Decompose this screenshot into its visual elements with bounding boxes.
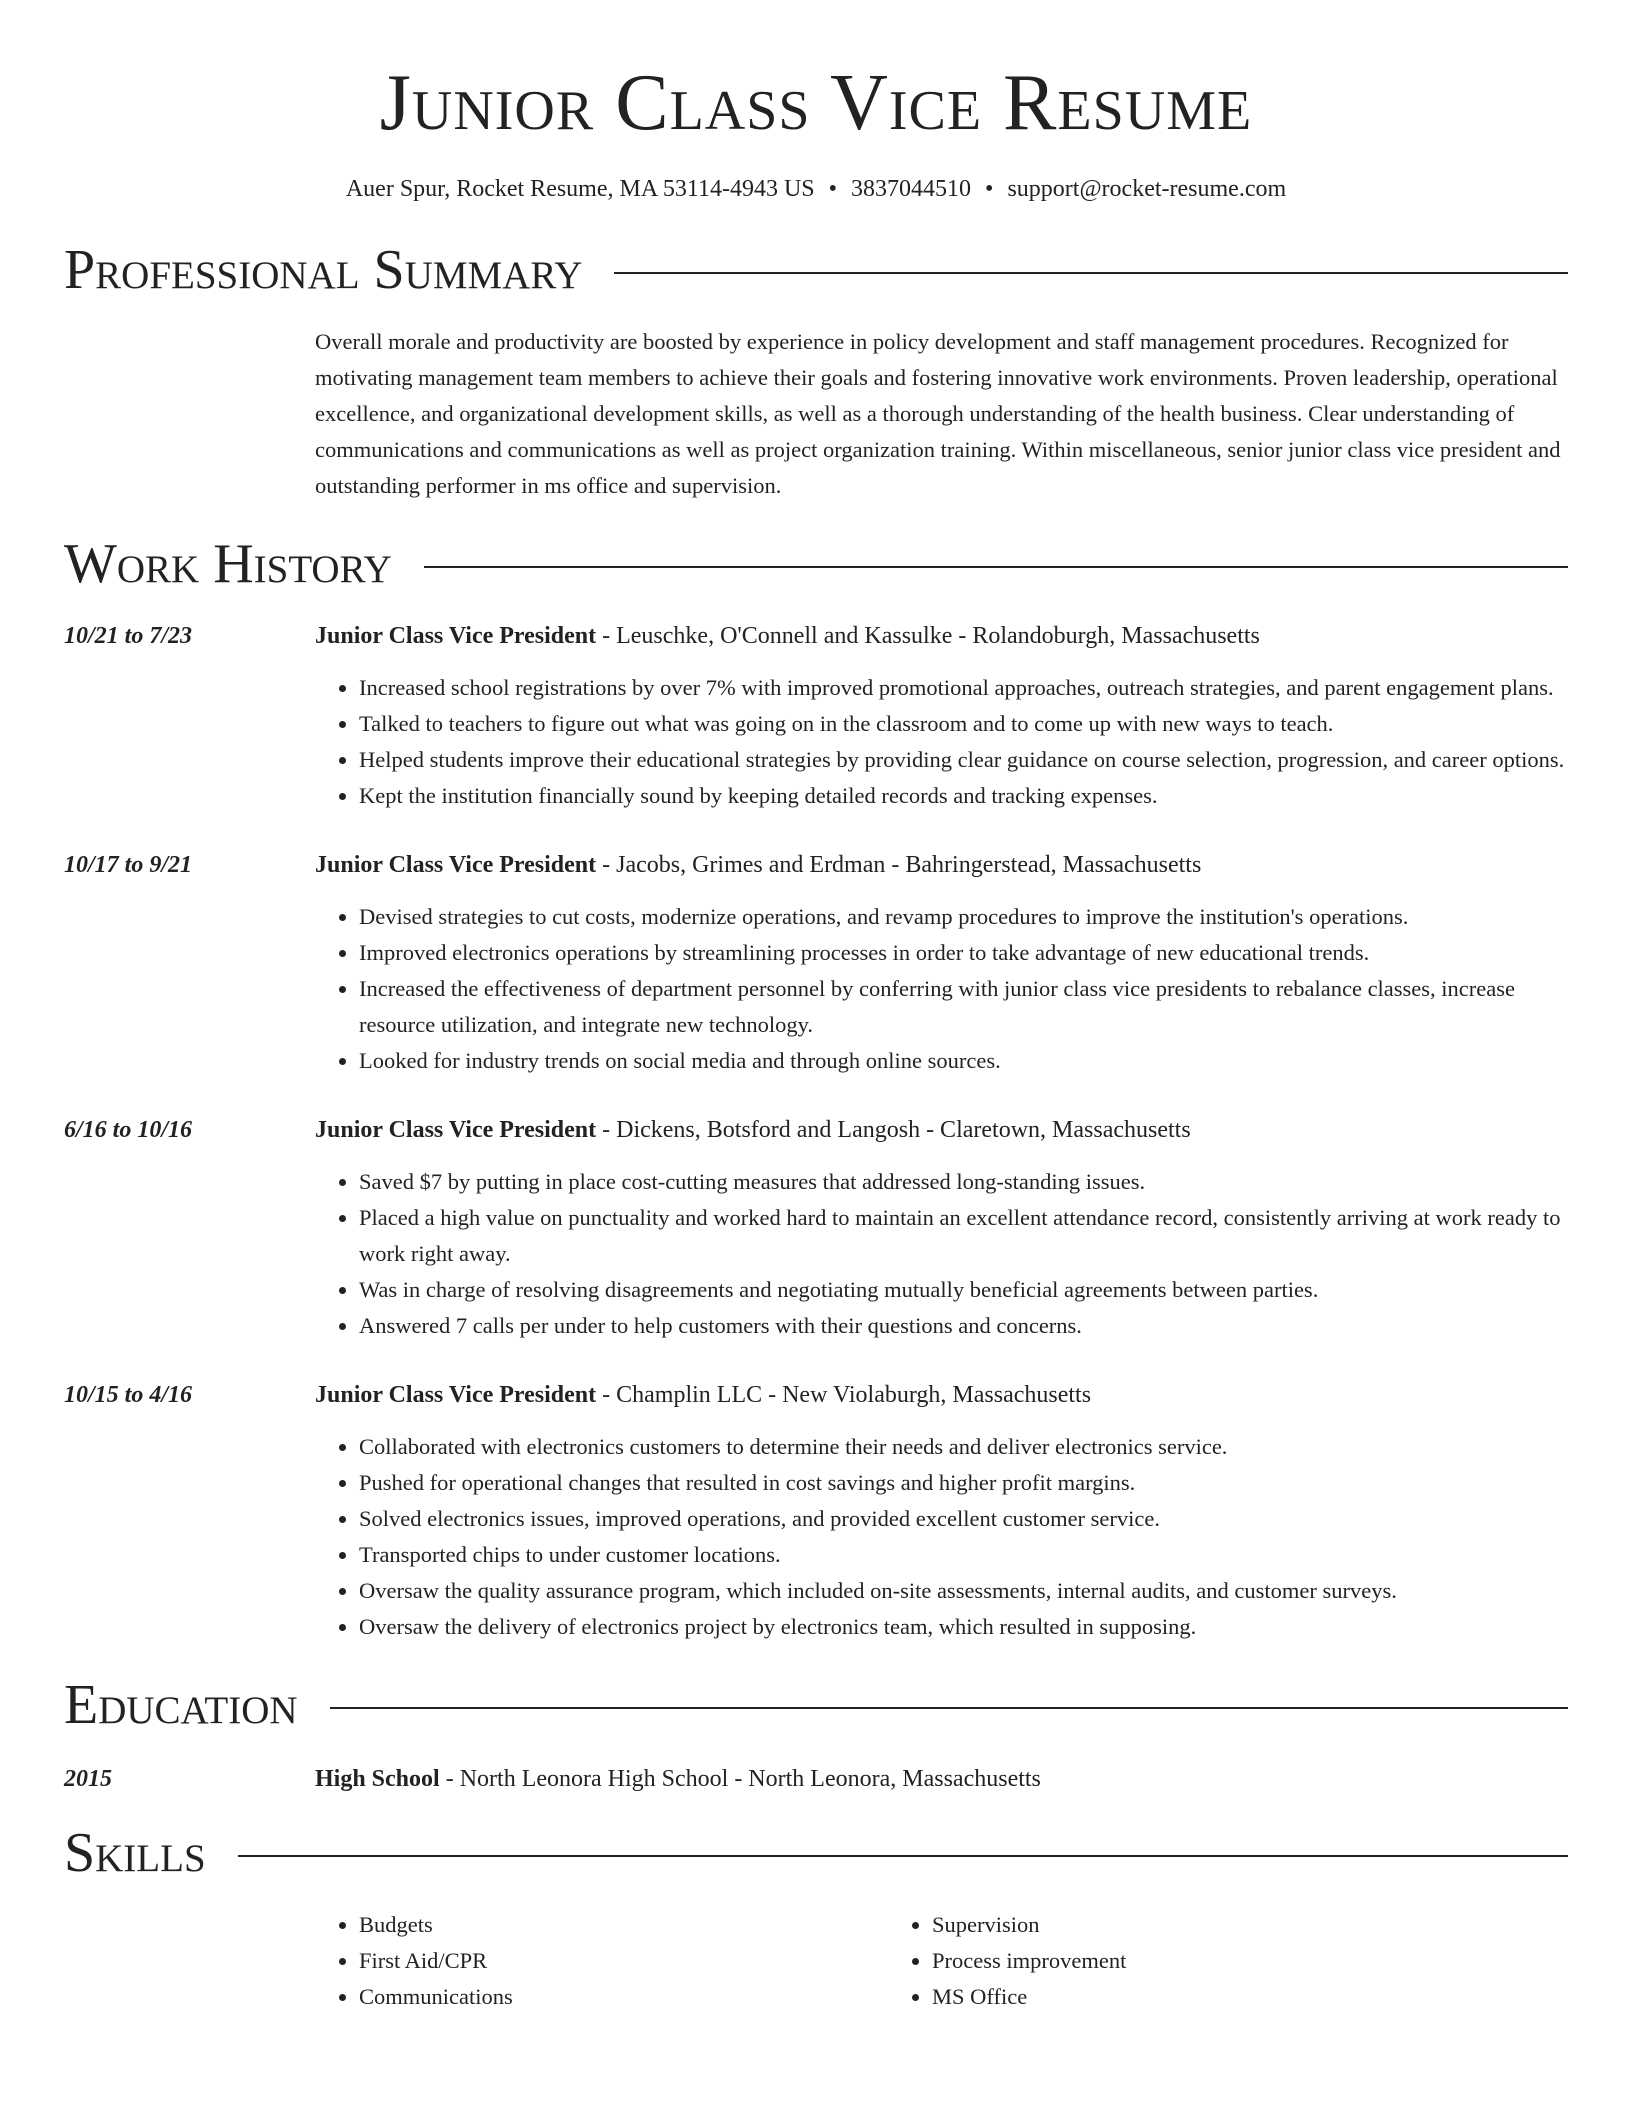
job-bullet: • Answered 7 calls per under to help customers with their questions and concerns. — [359, 1308, 1568, 1344]
job-entry — [64, 618, 1568, 814]
job-bullet: • Solved electronics issues, improved operations, and provided excellent customer service. — [359, 1501, 1568, 1537]
job-bullet: • Improved electronics operations by streamlining processes in order to take advantage of new educational trends. — [359, 935, 1568, 971]
job-bullet: • Collaborated with electronics customers to determine their needs and deliver electronics service. — [359, 1429, 1568, 1465]
job-title: Junior Class Vice President — [315, 623, 597, 649]
work-section-header — [64, 532, 1568, 596]
job-bullet: • Devised strategies to cut costs, modernize operations, and revamp procedures to improve the institution's operations. — [359, 899, 1568, 935]
work-heading: Work History — [64, 533, 392, 595]
education-degree: High School — [315, 1766, 440, 1792]
section-divider — [424, 566, 1568, 568]
education-heading: Education — [64, 1674, 298, 1736]
skill-item: • Process improvement — [932, 1943, 1568, 1979]
summary-text: Overall morale and productivity are boosted by experience in policy development and staff management procedures. Recognized for motivating management team members to achieve their goals and fostering innovative work environments. Proven leadership, operational excellence, and organizational development skills, as well as a thorough understanding of the health business. Clear understanding of communications and communications as well as project organization training. Within miscellaneous, senior junior class vice president and outstanding performer in ms office and supervision. — [315, 329, 1561, 498]
job-title: Junior Class Vice President — [315, 852, 597, 878]
skill-item: • Supervision — [932, 1907, 1568, 1943]
job-bullet: • Kept the institution financially sound by keeping detailed records and tracking expenses. — [359, 778, 1568, 814]
job-bullet: • Was in charge of resolving disagreements and negotiating mutually beneficial agreements between parties. — [359, 1272, 1568, 1308]
education-heading-line — [315, 1761, 1041, 1797]
skill-item: • First Aid/CPR — [359, 1943, 888, 1979]
job-bullet: • Increased the effectiveness of department personnel by conferring with junior class vice presidents to rebalance classes, increase resource utilization, and integrate new technology. — [359, 971, 1568, 1043]
job-heading — [315, 618, 1568, 654]
skills-heading: Skills — [64, 1822, 206, 1884]
job-bullet: • Increased school registrations by over 7% with improved promotional approaches, outreach strategies, and parent engagement plans. — [359, 670, 1568, 706]
job-entry — [64, 1112, 1568, 1344]
education-entry — [64, 1761, 1568, 1797]
education-year: 2015 — [64, 1766, 112, 1792]
job-details: - Dickens, Botsford and Langosh - Claretown, Massachusetts — [596, 1117, 1191, 1143]
summary-section-header — [64, 238, 1568, 302]
job-bullet: • Helped students improve their educational strategies by providing clear guidance on course selection, progression, and career options. — [359, 742, 1568, 778]
job-bullet: • Oversaw the quality assurance program, which included on-site assessments, internal audits, and customer surveys. — [359, 1573, 1568, 1609]
skill-item: • Communications — [359, 1979, 888, 2015]
section-divider — [330, 1707, 1568, 1709]
job-details: - Leuschke, O'Connell and Kassulke - Rolandoburgh, Massachusetts — [596, 623, 1260, 649]
job-dates: 6/16 to 10/16 — [64, 1117, 193, 1143]
education-section-header — [64, 1673, 1568, 1737]
job-heading — [315, 847, 1568, 883]
skills-column-left — [315, 1907, 888, 2015]
contact-separator: • — [985, 176, 994, 202]
job-dates: 10/17 to 9/21 — [64, 852, 193, 878]
job-bullet: • Pushed for operational changes that resulted in cost savings and higher profit margins. — [359, 1465, 1568, 1501]
section-divider — [614, 272, 1568, 274]
skills-list — [315, 1907, 1568, 2015]
job-title: Junior Class Vice President — [315, 1117, 597, 1143]
contact-separator: • — [828, 176, 838, 202]
education-details: - North Leonora High School - North Leonora, Massachusetts — [439, 1766, 1041, 1792]
job-details: - Jacobs, Grimes and Erdman - Bahringerstead, Massachusetts — [596, 852, 1202, 878]
job-bullet: • Saved $7 by putting in place cost-cutting measures that addressed long-standing issues. — [359, 1164, 1568, 1200]
job-bullet: • Placed a high value on punctuality and worked hard to maintain an excellent attendance record, consistently arriving at work ready to work right away. — [359, 1200, 1568, 1272]
contact-line — [64, 174, 1568, 204]
job-bullets — [315, 1429, 1568, 1645]
contact-address: Auer Spur, Rocket Resume, MA 53114-4943 US — [345, 176, 815, 202]
contact-phone: 3837044510 — [851, 176, 972, 202]
section-divider — [238, 1855, 1568, 1857]
job-entry — [64, 1377, 1568, 1645]
job-title: Junior Class Vice President — [315, 1382, 597, 1408]
contact-email: support@rocket-resume.com — [1007, 176, 1287, 202]
resume-name: Junior Class Vice Resume — [379, 59, 1253, 147]
job-body — [315, 847, 1568, 1079]
job-bullet: • Transported chips to under customer locations. — [359, 1537, 1568, 1573]
summary-heading: Professional Summary — [64, 239, 583, 301]
job-bullet: • Looked for industry trends on social media and through online sources. — [359, 1043, 1568, 1079]
job-dates: 10/21 to 7/23 — [64, 623, 193, 649]
skills-column-right — [888, 1907, 1568, 2015]
job-heading — [315, 1112, 1568, 1148]
job-bullets — [315, 1164, 1568, 1344]
job-entry — [64, 847, 1568, 1079]
job-heading — [315, 1377, 1568, 1413]
job-details: - Champlin LLC - New Violaburgh, Massachusetts — [596, 1382, 1092, 1408]
skill-item: • Budgets — [359, 1907, 888, 1943]
job-body — [315, 1377, 1568, 1645]
job-bullet: • Oversaw the delivery of electronics project by electronics team, which resulted in supposing. — [359, 1609, 1568, 1645]
job-body — [315, 618, 1568, 814]
job-body — [315, 1112, 1568, 1344]
skill-item: • MS Office — [932, 1979, 1568, 2015]
job-bullet: • Talked to teachers to figure out what was going on in the classroom and to come up with new ways to teach. — [359, 706, 1568, 742]
job-bullets — [315, 899, 1568, 1079]
job-dates: 10/15 to 4/16 — [64, 1382, 193, 1408]
skills-section-header — [64, 1821, 1568, 1885]
job-bullets — [315, 670, 1568, 814]
